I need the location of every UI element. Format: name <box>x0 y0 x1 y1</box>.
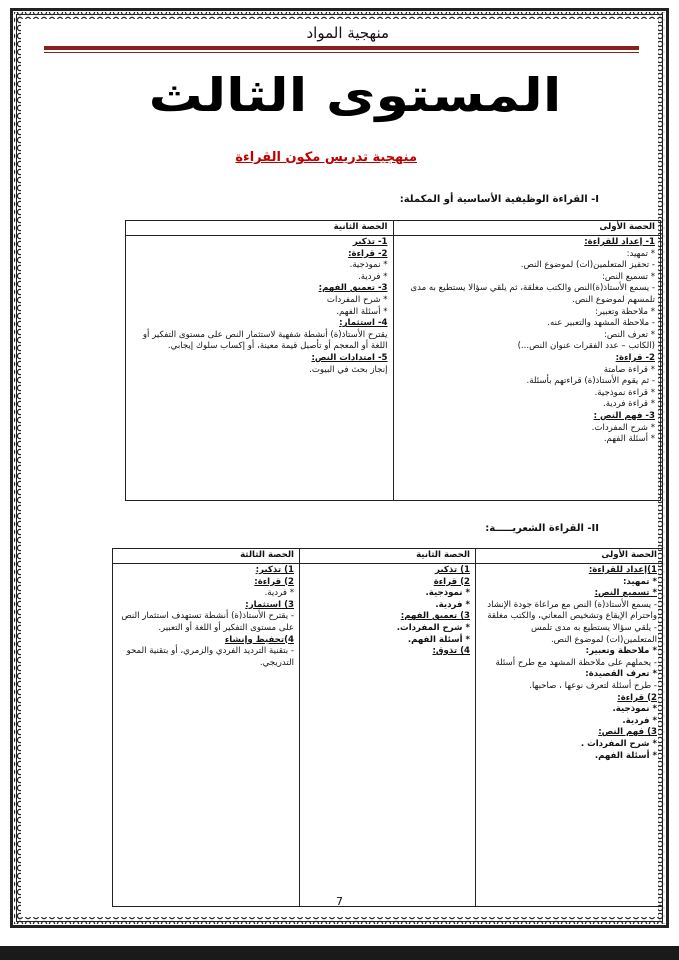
list-item: - يحملهم على ملاحظة المشهد مع طرح أسئلة <box>495 657 657 668</box>
list-item: 3) تعميق الفهم: <box>400 611 470 622</box>
list-item: * تسميع النص: <box>602 271 655 282</box>
list-item: * فردية. <box>435 599 470 610</box>
part2-col3-header: الحصة الثالثة <box>113 549 300 564</box>
list-item: * أسئلة الفهم. <box>594 750 657 761</box>
list-item: 1- إعداد للقراءة: <box>584 237 655 247</box>
list-item: * قراءة صامتة <box>603 364 655 375</box>
list-item: - يسمع الأستاذ(ة) النص مع مراعاة جودة الإنشاد واحترام الإيقاع وتشخيص المعاني، والكتب مغلقة <box>487 599 657 622</box>
list-item: - ثم يقوم الأستاذ(ة) قراءتهم بأسئلة. <box>526 376 655 387</box>
list-item: 3) استثمار: <box>245 599 294 610</box>
list-item: 1) تذكير: <box>255 565 294 575</box>
list-item: * تسميع النص: <box>594 588 657 599</box>
list-item: * شرح المفردات . <box>580 738 657 749</box>
list-item: - يقترح الأستاذ(ة) أنشطة تستهدف استثمار النص على مستوى التفكير أو اللغة أو التعبير. <box>121 611 294 633</box>
list-item: 3- تعميق الفهم: <box>318 283 388 294</box>
list-item: * فردية. <box>264 588 294 599</box>
list-item: * شرح المفردات. <box>396 622 470 633</box>
list-item: * تعرف القصيدة: <box>585 669 657 680</box>
list-item: - يسمع الأستاذ(ة)النص والكتب مغلقة، ثم يلقي سؤالا يستطيع به مدى تلمسهم لموضوع النص. <box>410 283 655 305</box>
list-item: * نموذجية. <box>349 260 388 271</box>
list-item: (الكاتب – عدد الفقرات عنوان النص...) <box>517 341 655 352</box>
part1-table <box>125 220 661 501</box>
header-rule-thin <box>44 52 639 53</box>
list-item: - تحفيز المتعلمين(ات) لموضوع النص. <box>520 260 655 271</box>
list-item: إنجاز بحث في البيوت. <box>309 364 388 375</box>
part1-col2-cell <box>126 236 394 501</box>
list-item: * نموذجية. <box>425 588 470 599</box>
list-item: * فردية. <box>358 271 388 282</box>
header-rule <box>44 46 639 50</box>
list-item: 1) تذكير <box>435 565 470 575</box>
list-item: * فردية. <box>622 715 657 726</box>
section-title: منهجية تدريس مكون القراءة <box>235 150 417 165</box>
list-item: * تمهيد: <box>626 248 655 259</box>
list-item: 3) فهم النص: <box>598 727 657 738</box>
list-item: * نموذجية. <box>612 704 657 715</box>
list-item: 2) قراءة <box>433 576 470 587</box>
list-item: * أسئلة الفهم. <box>407 634 470 645</box>
list-item: - يلقي سؤالا يستطيع به مدى تلمس المتعلمين(ات) لموضوع النص. <box>530 622 657 645</box>
list-item: * تمهيد: <box>622 576 657 587</box>
part1-col1-cell <box>393 236 661 501</box>
part1-col2-header: الحصة الثانية <box>126 221 394 236</box>
list-item: - ملاحظة المشهد والتعبير عنه. <box>547 318 655 329</box>
list-item: 2) قراءة: <box>617 692 657 703</box>
part2-col1-cell <box>476 564 663 907</box>
list-item: * ملاحظة وتعبير: <box>595 306 655 317</box>
list-item: - بتقنية الترديد الفردي والزمري، أو بتقنية المحو التدريجي. <box>126 646 294 668</box>
level-title: المستوى الثالث <box>148 68 562 123</box>
list-item: يقترح الأستاذ(ة) أنشطة شفهية لاستثمار النص على مستوى التفكير أو اللغة أو المعجم أو تأصيل قيمة معينة، أو إكساب سلوك إيجابي. <box>142 329 388 352</box>
part2-col3-cell <box>113 564 300 907</box>
list-item: * شرح المفردات <box>326 294 388 305</box>
part2-col2-cell <box>300 564 476 907</box>
list-item: 4) تذوق: <box>432 646 470 657</box>
bottom-dark-band <box>0 946 679 960</box>
part1-col1-header: الحصة الأولى <box>393 221 661 236</box>
list-item: 2- قراءة: <box>348 248 388 259</box>
page-number: 7 <box>336 895 343 908</box>
list-item: 5- امتدادات النص: <box>311 352 388 363</box>
list-item: 2- قراءة: <box>615 352 655 363</box>
list-item: * قراءة فردية. <box>603 399 655 410</box>
header-title: منهجية المواد <box>306 24 389 42</box>
list-item: 3- فهم النص : <box>593 410 655 421</box>
part2-heading: II- القراءة الشعريـــــة: <box>485 523 599 534</box>
list-item: - طرح أسئلة لتعرف نوعها ، صاحبها. <box>529 680 657 691</box>
list-item: * تعرف النص: <box>604 329 655 340</box>
list-item: 4)تحفيظ وإنشاء <box>224 634 294 645</box>
list-item: 1)إعداد للقراءة: <box>588 565 657 575</box>
list-item: * ملاحظة وتعبير: <box>585 646 657 657</box>
list-item: 4- استثمار: <box>339 318 388 329</box>
list-item: 1- تذكير <box>352 237 388 247</box>
list-item: 2) قراءة: <box>254 576 294 587</box>
list-item: * قراءة نموذجية. <box>594 387 655 398</box>
part1-heading: I- القراءة الوظيفية الأساسية أو المكملة: <box>399 194 599 205</box>
part2-col2-header: الحصة الثانية <box>300 549 476 564</box>
part2-table <box>112 548 663 907</box>
list-item: * أسئلة الفهم. <box>336 306 388 317</box>
list-item: * أسئلة الفهم. <box>603 434 655 445</box>
part2-col1-header: الحصة الأولى <box>476 549 663 564</box>
list-item: * شرح المفردات. <box>591 422 655 433</box>
